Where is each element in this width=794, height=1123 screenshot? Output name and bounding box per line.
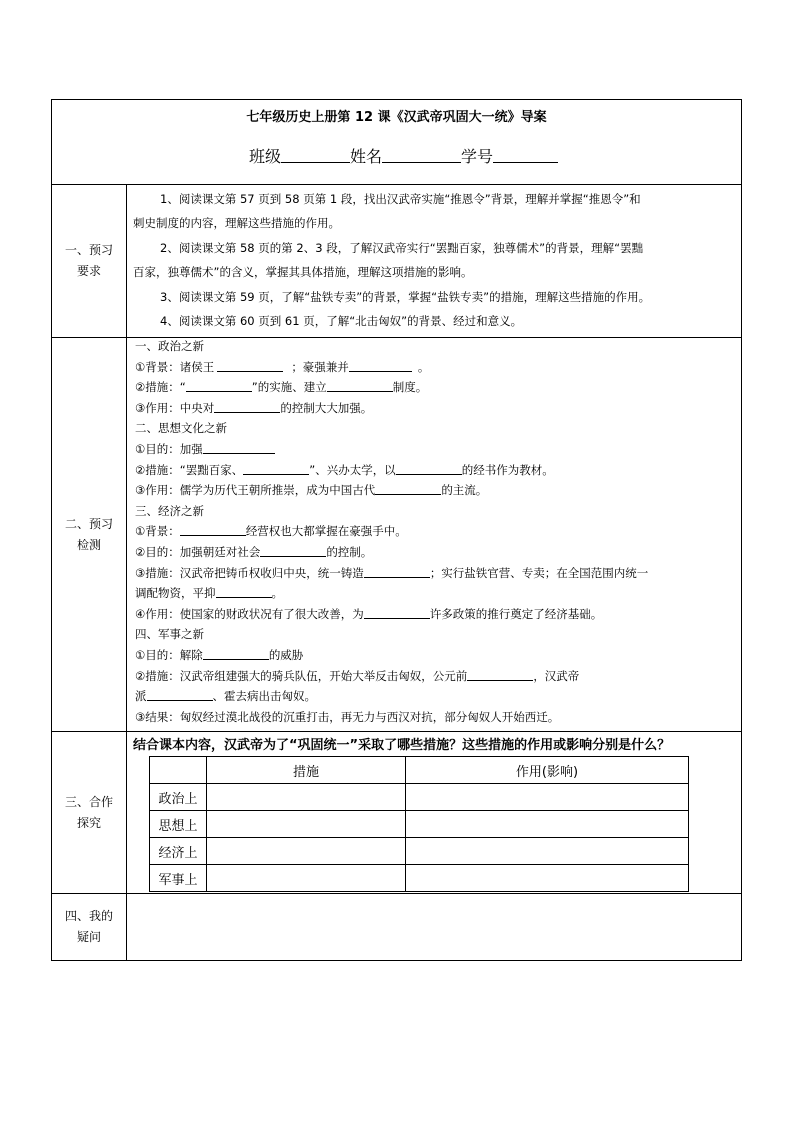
culture-measures: ②措施：“罢黜百家、 ”、兴办太学，以 的经书作为教材。 bbox=[135, 462, 554, 477]
preview-check-content bbox=[135, 336, 737, 727]
cooperation-section bbox=[52, 732, 741, 894]
military-measures: ②措施：汉武帝组建强大的骑兵队伍，开始大举反击匈奴，公元前 ，汉武帝 bbox=[135, 668, 580, 683]
doubts-label bbox=[52, 894, 127, 960]
military-measures-cont: 派 、霍去病出击匈奴。 bbox=[135, 689, 316, 704]
answer-blank[interactable] bbox=[375, 482, 441, 495]
row-label: 政治上 bbox=[150, 784, 207, 811]
culture-effect: ③作用：儒学为历代王朝所推崇，成为中国古代 的主流。 bbox=[135, 483, 488, 498]
req-line: 4、阅读课文第 60 页到 61 页，了解“北击匈奴”的背景、经过和意义。 bbox=[160, 313, 523, 328]
label-line: 三、合作 bbox=[64, 794, 113, 809]
politics-heading: 一、政治之新 bbox=[135, 339, 204, 353]
table-header-row bbox=[150, 757, 689, 784]
table-row bbox=[150, 865, 689, 892]
military-heading: 四、军事之新 bbox=[135, 627, 204, 642]
label-line: 探究 bbox=[76, 815, 101, 830]
economy-background: ①背景： 经营权也大都掌握在豪强手中。 bbox=[135, 524, 407, 539]
name-label: 姓名 bbox=[350, 147, 383, 166]
doubts-answer-area[interactable] bbox=[128, 894, 741, 960]
table-row bbox=[150, 838, 689, 865]
answer-blank[interactable] bbox=[396, 462, 462, 475]
label-line: 二、预习 bbox=[64, 516, 113, 531]
measures-table bbox=[149, 756, 689, 892]
measure-cell[interactable] bbox=[207, 811, 406, 838]
header-section bbox=[52, 100, 741, 185]
answer-blank[interactable] bbox=[203, 441, 275, 454]
table-header-cell: 作用(影响) bbox=[406, 757, 689, 784]
answer-blank[interactable] bbox=[364, 606, 430, 619]
economy-effect: ④作用：使国家的财政状况有了很大改善，为 许多政策的推行奠定了经济基础。 bbox=[135, 606, 603, 621]
culture-goal: ①目的：加强 bbox=[135, 439, 737, 460]
preview-check-section bbox=[52, 338, 741, 732]
table-header-cell bbox=[150, 757, 207, 784]
economy-measures-cont: 调配物资，平抑 。 bbox=[135, 586, 283, 601]
row-label: 经济上 bbox=[150, 838, 207, 865]
name-field[interactable] bbox=[382, 148, 461, 163]
politics-effect: ③作用：中央对 的控制大大加强。 bbox=[135, 400, 373, 415]
cooperation-label bbox=[52, 732, 127, 893]
economy-measures: ③措施：汉武帝把铸币权收归中央，统一铸造 ；实行盐铁官营、专卖；在全国范围内统一 bbox=[135, 565, 649, 580]
effect-cell[interactable] bbox=[406, 865, 689, 892]
politics-background: ①背景：诸侯王 ；豪强兼并 。 bbox=[135, 359, 430, 374]
label-line: 疑问 bbox=[76, 930, 101, 944]
military-result: ③结果：匈奴经过漠北战役的沉重打击，再无力与西汉对抗，部分匈奴人开始西迁。 bbox=[135, 709, 560, 724]
cooperation-question: 结合课本内容，汉武帝为了“巩固统一”采取了哪些措施？这些措施的作用或影响分别是什么？ bbox=[133, 738, 671, 753]
effect-cell[interactable] bbox=[406, 811, 689, 838]
answer-blank[interactable] bbox=[349, 359, 412, 372]
answer-blank[interactable] bbox=[214, 400, 280, 413]
req-line: 刺史制度的内容，理解这些措施的作用。 bbox=[133, 216, 340, 231]
answer-blank[interactable] bbox=[243, 462, 309, 475]
row-label: 军事上 bbox=[150, 865, 207, 892]
answer-blank[interactable] bbox=[467, 668, 533, 681]
row-label: 思想上 bbox=[150, 811, 207, 838]
answer-blank[interactable] bbox=[260, 544, 326, 557]
measure-cell[interactable] bbox=[207, 865, 406, 892]
req-line: 百家，独尊儒术”的含义，掌握其具体措施，理解这项措施的影响。 bbox=[133, 265, 473, 280]
label-line: 要求 bbox=[76, 264, 101, 278]
class-field[interactable] bbox=[281, 148, 350, 163]
answer-blank[interactable] bbox=[203, 647, 269, 660]
economy-heading: 三、经济之新 bbox=[135, 503, 204, 518]
student-info-line bbox=[249, 144, 558, 167]
answer-blank[interactable] bbox=[186, 379, 252, 392]
req-line: 1、阅读课文第 57 页到 58 页第 1 段，找出汉武帝实施“推恩令”背景，理解并掌握“推恩令”和 bbox=[160, 192, 641, 206]
table-row bbox=[150, 784, 689, 811]
doubts-section bbox=[52, 894, 741, 960]
guide-sheet bbox=[51, 99, 742, 961]
answer-blank[interactable] bbox=[217, 359, 283, 372]
label-line: 四、我的 bbox=[64, 909, 113, 923]
student-id-label: 学号 bbox=[461, 147, 494, 166]
student-id-field[interactable] bbox=[493, 148, 558, 163]
effect-cell[interactable] bbox=[406, 838, 689, 865]
politics-measures: ②措施：“ ”的实施、建立 制度。 bbox=[135, 380, 428, 395]
measure-cell[interactable] bbox=[207, 784, 406, 811]
table-header-cell: 措施 bbox=[207, 757, 406, 784]
preview-check-label bbox=[52, 338, 127, 731]
answer-blank[interactable] bbox=[147, 688, 213, 701]
answer-blank[interactable] bbox=[364, 565, 430, 578]
military-goal: ①目的：解除 的威胁 bbox=[135, 647, 304, 662]
answer-blank[interactable] bbox=[180, 523, 246, 536]
table-row bbox=[150, 811, 689, 838]
label-line: 检测 bbox=[76, 537, 101, 552]
answer-blank[interactable] bbox=[327, 379, 393, 392]
answer-blank[interactable] bbox=[216, 585, 272, 598]
req-line: 2、阅读课文第 58 页的第 2、3 段，了解汉武帝实行“罢黜百家，独尊儒术”的背景，理解“罢黜 bbox=[160, 240, 644, 255]
page-title: 七年级历史上册第 12 课《汉武帝巩固大一统》导案 bbox=[246, 110, 547, 125]
measure-cell[interactable] bbox=[207, 838, 406, 865]
req-line: 3、阅读课文第 59 页，了解“盐铁专卖”的背景，掌握“盐铁专卖”的措施，理解这些措施的作用。 bbox=[160, 289, 651, 304]
economy-goal: ②目的：加强朝廷对社会 的控制。 bbox=[135, 544, 373, 559]
preview-requirements-text bbox=[133, 187, 737, 333]
preview-requirements-section bbox=[52, 185, 741, 338]
label-line: 一、预习 bbox=[64, 243, 113, 257]
preview-requirements-label bbox=[52, 185, 127, 337]
culture-heading: 二、思想文化之新 bbox=[135, 421, 227, 436]
effect-cell[interactable] bbox=[406, 784, 689, 811]
class-label: 班级 bbox=[249, 147, 282, 166]
